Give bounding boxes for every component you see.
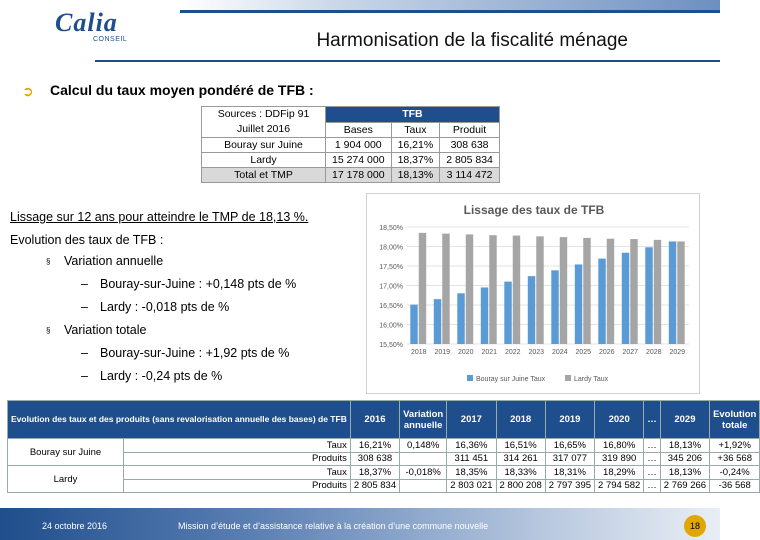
cell-taux: 18,13% — [391, 168, 440, 183]
x-tick-label: 2026 — [598, 349, 615, 356]
bar-bouray — [457, 293, 464, 344]
bullet-total: Variation totale — [64, 323, 147, 337]
chart-svg — [367, 194, 701, 395]
legend-swatch — [467, 375, 473, 381]
table-cell: 16,80% — [595, 439, 644, 453]
place-label: Bouray sur Juine — [8, 439, 124, 466]
logo-main-text: Calia — [55, 8, 118, 37]
total-lardy: Lardy : -0,24 pts de % — [100, 369, 223, 383]
logo — [55, 8, 145, 48]
row-label: Lardy — [202, 153, 326, 168]
table-cell: 2 803 021 — [447, 479, 496, 493]
bullet-annual: Variation annuelle — [64, 254, 164, 268]
footer-date: 24 octobre 2016 — [42, 521, 108, 531]
section-heading: Calcul du taux moyen pondéré de TFB : — [50, 82, 314, 98]
y-tick-label: 18,50% — [379, 225, 403, 232]
bar-lardy — [560, 237, 567, 344]
bar-lardy — [630, 239, 637, 344]
legend-swatch — [565, 375, 571, 381]
dash-icon: – — [81, 346, 88, 360]
smoothing-text: Lissage sur 12 ans pour atteindre le TMP de 18,13 %. — [10, 210, 309, 224]
bar-bouray — [528, 276, 535, 344]
cell-produit: 2 805 834 — [440, 153, 500, 168]
bar-lardy — [536, 236, 543, 344]
table-cell: 2 800 208 — [496, 479, 545, 493]
footer — [0, 508, 720, 540]
table-cell: 0,148% — [400, 439, 447, 453]
x-tick-label: 2020 — [457, 349, 474, 356]
y-tick-label: 15,50% — [379, 342, 403, 349]
cell-produit: 3 114 472 — [440, 168, 500, 183]
col-header: Taux — [391, 122, 440, 138]
dash-icon: – — [81, 277, 88, 291]
metric-label: Taux — [124, 466, 351, 480]
table-cell: 18,35% — [447, 466, 496, 480]
x-tick-label: 2021 — [481, 349, 498, 356]
x-tick-label: 2019 — [434, 349, 451, 356]
y-tick-label: 17,00% — [379, 283, 403, 291]
bar-lardy — [607, 239, 614, 344]
bar-bouray — [410, 305, 417, 344]
cell-produit: 308 638 — [440, 138, 500, 153]
table-cell: 314 261 — [496, 452, 545, 466]
y-tick-label: 18,00% — [379, 244, 403, 252]
evolution-table — [7, 400, 760, 493]
tfb-chart — [366, 193, 700, 394]
table-cell: 16,36% — [447, 439, 496, 453]
place-label: Lardy — [8, 466, 124, 493]
metric-label: Produits — [124, 452, 351, 466]
evolution-text: Evolution des taux de TFB : — [10, 233, 164, 247]
col-header: Produit — [440, 122, 500, 138]
annual-bouray: Bouray-sur-Juine : +0,148 pts de % — [100, 277, 297, 291]
source-label: Sources : DDFip 91 Juillet 2016 — [202, 107, 326, 138]
tfb-table — [201, 106, 500, 183]
header-rule — [180, 10, 720, 13]
bar-bouray — [598, 259, 605, 344]
bar-bouray — [575, 264, 582, 344]
table-cell: 16,65% — [545, 439, 594, 453]
annual-lardy: Lardy : -0,018 pts de % — [100, 300, 230, 314]
table-cell: … — [644, 452, 661, 466]
dash-icon: – — [81, 369, 88, 383]
col-header: … — [644, 401, 661, 439]
table-cell: 18,29% — [595, 466, 644, 480]
bar-lardy — [583, 238, 590, 344]
bar-bouray — [434, 299, 441, 344]
x-tick-label: 2028 — [645, 349, 662, 356]
table-cell: … — [644, 466, 661, 480]
row-label: Total et TMP — [202, 168, 326, 183]
bar-bouray — [481, 287, 488, 344]
cell-bases: 15 274 000 — [326, 153, 392, 168]
square-bullet-icon: § — [46, 326, 51, 335]
dash-icon: – — [81, 300, 88, 314]
y-tick-label: 16,00% — [379, 322, 403, 330]
table-cell: … — [644, 479, 661, 493]
table-cell: 2 769 266 — [660, 479, 709, 493]
square-bullet-icon: § — [46, 257, 51, 266]
legend-label: Lardy Taux — [574, 376, 609, 383]
cell-taux: 16,21% — [391, 138, 440, 153]
logo-sub-text: CONSEIL — [93, 36, 128, 43]
bar-lardy — [654, 240, 661, 344]
table-cell: -0,24% — [710, 466, 760, 480]
table-cell: 18,33% — [496, 466, 545, 480]
table-cell: 18,13% — [660, 466, 709, 480]
bar-bouray — [551, 270, 558, 344]
table-cell: 18,13% — [660, 439, 709, 453]
table-cell: 2 794 582 — [595, 479, 644, 493]
chart-title: Lissage des taux de TFB — [463, 203, 605, 217]
total-bouray: Bouray-sur-Juine : +1,92 pts de % — [100, 346, 290, 360]
bar-lardy — [677, 241, 684, 344]
y-tick-label: 17,50% — [379, 264, 403, 271]
col-header: 2016 — [350, 401, 399, 439]
table-cell: 16,21% — [350, 439, 399, 453]
y-tick-label: 16,50% — [379, 303, 403, 310]
bar-lardy — [489, 235, 496, 344]
col-header: 2017 — [447, 401, 496, 439]
table-cell — [400, 479, 447, 493]
col-header: 2018 — [496, 401, 545, 439]
x-tick-label: 2023 — [528, 349, 545, 356]
x-tick-label: 2025 — [575, 349, 592, 356]
table-cell: 18,37% — [350, 466, 399, 480]
x-tick-label: 2018 — [410, 349, 427, 356]
bar-bouray — [504, 282, 511, 344]
table-cell: -36 568 — [710, 479, 760, 493]
x-tick-label: 2029 — [669, 349, 686, 356]
legend-label: Bouray sur Juine Taux — [476, 376, 546, 383]
cell-bases: 1 904 000 — [326, 138, 392, 153]
col-header: Bases — [326, 122, 392, 138]
bar-lardy — [466, 234, 473, 344]
cell-taux: 18,37% — [391, 153, 440, 168]
table-cell: -0,018% — [400, 466, 447, 480]
table-cell: +1,92% — [710, 439, 760, 453]
table-cell: 2 805 834 — [350, 479, 399, 493]
table-cell — [400, 452, 447, 466]
x-tick-label: 2022 — [504, 349, 521, 356]
bar-lardy — [513, 236, 520, 344]
col-header: Evolution totale — [710, 401, 760, 439]
table-cell: 18,31% — [545, 466, 594, 480]
metric-label: Produits — [124, 479, 351, 493]
table-cell: 16,51% — [496, 439, 545, 453]
table-cell: +36 568 — [710, 452, 760, 466]
table-cell: 319 890 — [595, 452, 644, 466]
x-tick-label: 2027 — [622, 349, 639, 356]
table-cell: … — [644, 439, 661, 453]
table-cell: 345 206 — [660, 452, 709, 466]
page-title: Harmonisation de la fiscalité ménage — [316, 30, 628, 51]
col-header: 2019 — [545, 401, 594, 439]
evolution-table-title: Evolution des taux et des produits (sans revalorisation annuelle des bases) de TFB — [8, 401, 351, 439]
metric-label: Taux — [124, 439, 351, 453]
table-cell: 311 451 — [447, 452, 496, 466]
bar-bouray — [669, 241, 676, 344]
page-number: 18 — [684, 515, 706, 537]
table-cell: 317 077 — [545, 452, 594, 466]
footer-mission: Mission d’étude et d’assistance relative à la création d’une commune nouvelle — [178, 521, 489, 531]
title-rule — [95, 60, 720, 62]
bar-bouray — [622, 253, 629, 344]
table-cell: 2 797 395 — [545, 479, 594, 493]
cell-bases: 17 178 000 — [326, 168, 392, 183]
bar-lardy — [442, 234, 449, 344]
arrow-bullet-icon: ➲ — [22, 83, 34, 99]
row-label: Bouray sur Juine — [202, 138, 326, 153]
tfb-group-header: TFB — [326, 107, 500, 123]
x-tick-label: 2024 — [551, 349, 568, 356]
bar-lardy — [419, 233, 426, 344]
bar-bouray — [645, 247, 652, 344]
col-header: Variation annuelle — [400, 401, 447, 439]
col-header: 2020 — [595, 401, 644, 439]
table-cell: 308 638 — [350, 452, 399, 466]
col-header: 2029 — [660, 401, 709, 439]
